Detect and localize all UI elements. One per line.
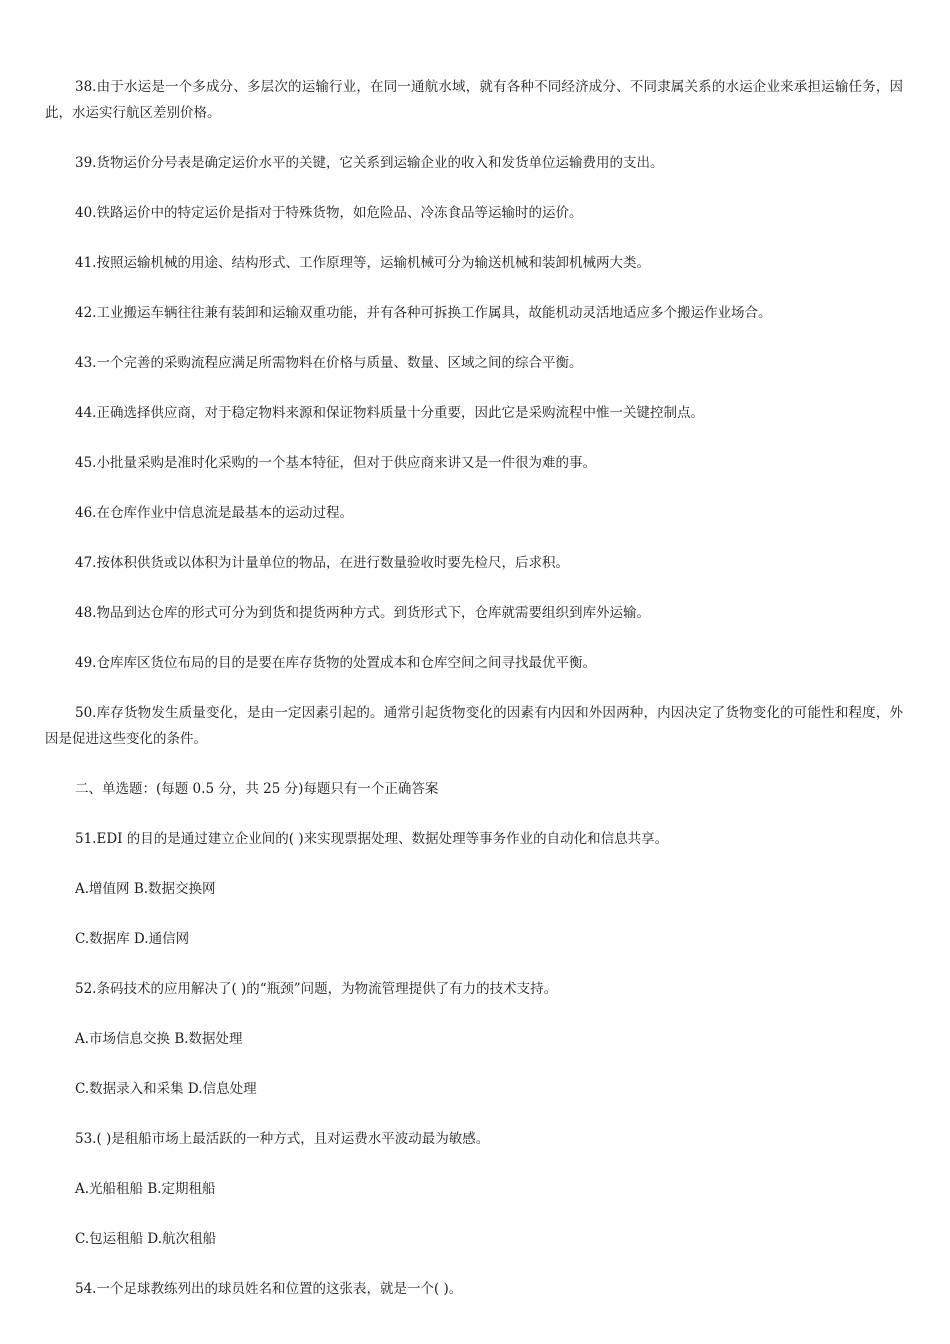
question-51-options-cd: C.数据库 D.通信网	[75, 931, 190, 947]
paragraph-47: 47.按体积供货或以体积为计量单位的物品，在进行数量验收时要先检尺，后求积。	[75, 555, 569, 571]
paragraph-41: 41.按照运输机械的用途、结构形式、工作原理等，运输机械可分为输送机械和装卸机械两大类。	[75, 255, 650, 271]
question-54: 54.一个足球教练列出的球员姓名和位置的这张表，就是一个( )。	[75, 1281, 463, 1297]
question-53-options-cd: C.包运租船 D.航次租船	[75, 1231, 217, 1247]
paragraph-45: 45.小批量采购是准时化采购的一个基本特征，但对于供应商来讲又是一件很为难的事。	[75, 455, 596, 471]
question-53-options-ab: A.光船租船 B.定期租船	[75, 1181, 216, 1197]
question-52-options-cd: C.数据录入和采集 D.信息处理	[75, 1081, 257, 1097]
question-51: 51.EDI 的目的是通过建立企业间的( )来实现票据处理、数据处理等事务作业的自动化和信息共享。	[75, 831, 669, 847]
paragraph-40: 40.铁路运价中的特定运价是指对于特殊货物，如危险品、冷冻食品等运输时的运价。	[75, 205, 583, 221]
paragraph-38: 38.由于水运是一个多成分、多层次的运输行业，在同一通航水域，就有各种不同经济成分、不同隶属关系的水运企业来承担运输任务，因此，水运实行航区差别价格。	[45, 79, 903, 121]
paragraph-42: 42.工业搬运车辆往往兼有装卸和运输双重功能，并有各种可拆换工作属具，故能机动灵活地适应多个搬运作业场合。	[75, 305, 772, 321]
question-51-options-ab: A.增值网 B.数据交换网	[75, 881, 216, 897]
question-52: 52.条码技术的应用解决了( )的“瓶颈”问题，为物流管理提供了有力的技术支持。	[75, 981, 558, 997]
paragraph-39: 39.货物运价分号表是确定运价水平的关键，它关系到运输企业的收入和发货单位运输费用的支出。	[75, 155, 664, 171]
section-heading-single-choice: 二、单选题：(每题 0.5 分，共 25 分)每题只有一个正确答案	[75, 781, 439, 797]
paragraph-46: 46.在仓库作业中信息流是最基本的运动过程。	[75, 505, 353, 521]
paragraph-48: 48.物品到达仓库的形式可分为到货和提货两种方式。到货形式下，仓库就需要组织到库外运输。	[75, 605, 650, 621]
paragraph-43: 43.一个完善的采购流程应满足所需物料在价格与质量、数量、区域之间的综合平衡。	[75, 355, 583, 371]
question-52-options-ab: A.市场信息交换 B.数据处理	[75, 1031, 243, 1047]
paragraph-49: 49.仓库库区货位布局的目的是要在库存货物的处置成本和仓库空间之间寻找最优平衡。	[75, 655, 596, 671]
question-53: 53.( )是租船市场上最活跃的一种方式，且对运费水平波动最为敏感。	[75, 1131, 490, 1147]
paragraph-50: 50.库存货物发生质量变化，是由一定因素引起的。通常引起货物变化的因素有内因和外因两种，内因决定了货物变化的可能性和程度，外因是促进这些变化的条件。	[45, 705, 903, 747]
document-page	[45, 74, 903, 1326]
paragraph-44: 44.正确选择供应商，对于稳定物料来源和保证物料质量十分重要，因此它是采购流程中惟一关键控制点。	[75, 405, 704, 421]
